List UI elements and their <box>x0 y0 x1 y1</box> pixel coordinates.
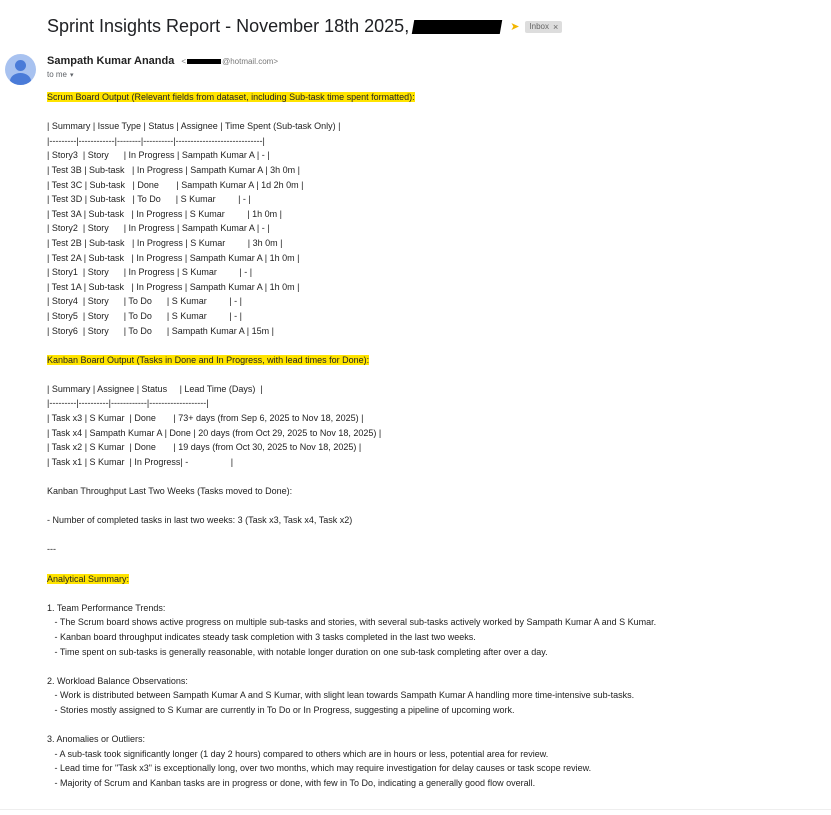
body-line <box>47 178 656 193</box>
body-line <box>47 440 656 455</box>
redacted-timestamp <box>412 20 502 34</box>
body-line <box>47 90 656 105</box>
body-line-text: - Number of completed tasks in last two weeks: 3 (Task x3, Task x4, Task x2) <box>47 515 353 526</box>
sender-email-domain: @hotmail.com> <box>222 57 278 66</box>
body-line-text: Kanban Throughput Last Two Weeks (Tasks moved to Done): <box>47 486 293 497</box>
body-line <box>47 645 656 660</box>
body-line-text: - Majority of Scrum and Kanban tasks are in progress or done, with few in To Do, indicating a generally good flow overall. <box>47 777 536 788</box>
body-line <box>47 221 656 236</box>
sender-name[interactable]: Sampath Kumar Ananda <box>47 55 175 67</box>
importance-marker-icon[interactable]: ➤ <box>510 21 520 33</box>
body-line <box>47 455 656 470</box>
body-line-text: - A sub-task took significantly longer (1 day 2 hours) compared to others which are in hours or less, potential area for review. <box>47 748 549 759</box>
body-line-text: | Test 3C | Sub-task | Done | Sampath Kumar A | 1d 2h 0m | <box>47 179 304 190</box>
body-line-text: | Test 2A | Sub-task | In Progress | Sampath Kumar A | 1h 0m | <box>47 252 300 263</box>
body-line <box>47 309 656 324</box>
body-line-text: | Story4 | Story | To Do | S Kumar | - | <box>47 296 242 307</box>
body-line <box>47 528 656 543</box>
body-line-text: | Test 3D | Sub-task | To Do | S Kumar | - | <box>47 194 251 205</box>
body-line <box>47 105 656 120</box>
inbox-label-chip[interactable] <box>525 21 562 33</box>
body-line-text: 3. Anomalies or Outliers: <box>47 734 146 745</box>
body-line-text: | Story2 | Story | In Progress | Sampath Kumar A | - | <box>47 223 270 234</box>
body-line-text: | Task x2 | S Kumar | Done | 19 days (from Oct 30, 2025 to Nov 18, 2025) | <box>47 442 362 453</box>
body-line <box>47 411 656 426</box>
body-line-text: - Work is distributed between Sampath Kumar A and S Kumar, with slight lean towards Sampath Kumar A handling more time-intensive sub-tasks. <box>47 690 635 701</box>
highlighted-heading: Analytical Summary: <box>47 573 130 584</box>
body-line-text: 2. Workload Balance Observations: <box>47 675 188 686</box>
body-line <box>47 396 656 411</box>
body-line-text: --- <box>47 544 56 555</box>
email-subject: Sprint Insights Report - November 18th 2025, <box>47 16 410 36</box>
body-line-text: | Story5 | Story | To Do | S Kumar | - | <box>47 310 242 321</box>
avatar-head-shape <box>15 60 26 71</box>
body-line <box>47 236 656 251</box>
body-line <box>47 367 656 382</box>
body-line <box>47 280 656 295</box>
body-line-text: | Summary | Assignee | Status | Lead Time (Days) | <box>47 383 263 394</box>
sender-email <box>181 57 278 66</box>
body-line <box>47 572 656 587</box>
email-subject-row <box>47 16 562 37</box>
body-line-text: | Test 2B | Sub-task | In Progress | S Kumar | 3h 0m | <box>47 237 283 248</box>
body-line-text: |---------|----------|------------|-------------------| <box>47 398 209 409</box>
body-line <box>47 163 656 178</box>
redacted-email-user <box>187 59 221 64</box>
body-line <box>47 688 656 703</box>
body-line <box>47 324 656 339</box>
body-line-text: - Stories mostly assigned to S Kumar are currently in To Do or In Progress, suggesting a pipeline of upcoming work. <box>47 704 515 715</box>
body-line <box>47 718 656 733</box>
body-line <box>47 776 656 791</box>
body-line <box>47 148 656 163</box>
remove-label-icon[interactable]: × <box>553 21 559 32</box>
body-line-text: | Task x4 | Sampath Kumar A | Done | 20 days (from Oct 29, 2025 to Nov 18, 2025) | <box>47 427 382 438</box>
body-line <box>47 513 656 528</box>
body-line <box>47 557 656 572</box>
highlighted-heading: Scrum Board Output (Relevant fields from dataset, including Sub-task time spent formatted): <box>47 92 415 102</box>
body-line <box>47 732 656 747</box>
body-line <box>47 265 656 280</box>
body-line <box>47 484 656 499</box>
body-line <box>47 382 656 397</box>
body-line <box>47 192 656 207</box>
body-line-text: | Task x1 | S Kumar | In Progress| - | <box>47 456 234 467</box>
body-line-text: | Test 1A | Sub-task | In Progress | Sampath Kumar A | 1h 0m | <box>47 281 300 292</box>
divider <box>0 809 831 810</box>
body-line <box>47 426 656 441</box>
email-body <box>47 90 656 791</box>
body-line-text: |---------|------------|--------|----------|-----------------------------| <box>47 135 265 146</box>
body-line-text: - The Scrum board shows active progress on multiple sub-tasks and stories, with several sub-tasks actively worked by Sampath Kumar A and S Kumar. <box>47 617 657 628</box>
body-line-text: - Kanban board throughput indicates steady task completion with 3 tasks completed in the last two weeks. <box>47 631 476 642</box>
body-line <box>47 469 656 484</box>
body-line-text: | Task x3 | S Kumar | Done | 73+ days (from Sep 6, 2025 to Nov 18, 2025) | <box>47 413 364 424</box>
recipient-text: to me <box>47 70 68 79</box>
body-line-text: - Time spent on sub-tasks is generally reasonable, with notable longer duration on one sub-task completing after over a day. <box>47 646 548 657</box>
body-line-text: 1. Team Performance Trends: <box>47 602 166 613</box>
body-line <box>47 601 656 616</box>
inbox-label-text: Inbox <box>529 22 549 31</box>
body-line-text: - Lead time for "Task x3" is exceptionally long, over two months, which may require investigation for delay causes or task scope review. <box>47 763 592 774</box>
avatar-body-shape <box>10 73 31 85</box>
body-line <box>47 542 656 557</box>
body-line <box>47 353 656 368</box>
body-line-text: | Story3 | Story | In Progress | Sampath Kumar A | - | <box>47 150 270 161</box>
body-line-text: | Story1 | Story | In Progress | S Kumar | - | <box>47 267 253 278</box>
body-line-text: | Story6 | Story | To Do | Sampath Kumar A | 15m | <box>47 325 274 336</box>
recipient-details-dropdown-icon[interactable]: ▾ <box>70 71 74 79</box>
body-line <box>47 251 656 266</box>
body-line <box>47 586 656 601</box>
body-line <box>47 615 656 630</box>
body-line <box>47 338 656 353</box>
sender-line <box>47 55 278 67</box>
body-line-text: | Test 3A | Sub-task | In Progress | S Kumar | 1h 0m | <box>47 208 282 219</box>
recipient-line[interactable] <box>47 70 74 79</box>
body-line <box>47 703 656 718</box>
body-line-text: | Summary | Issue Type | Status | Assignee | Time Spent (Sub-task Only) | <box>47 121 341 132</box>
body-line <box>47 630 656 645</box>
body-line <box>47 659 656 674</box>
body-line <box>47 119 656 134</box>
body-line-text: | Test 3B | Sub-task | In Progress | Sampath Kumar A | 3h 0m | <box>47 164 300 175</box>
body-line <box>47 207 656 222</box>
body-line <box>47 134 656 149</box>
body-line <box>47 499 656 514</box>
body-line <box>47 674 656 689</box>
body-line <box>47 761 656 776</box>
sender-avatar[interactable] <box>5 54 36 85</box>
body-line <box>47 747 656 762</box>
highlighted-heading: Kanban Board Output (Tasks in Done and In Progress, with lead times for Done): <box>47 354 370 365</box>
body-line <box>47 294 656 309</box>
sender-email-prefix: < <box>181 57 187 66</box>
